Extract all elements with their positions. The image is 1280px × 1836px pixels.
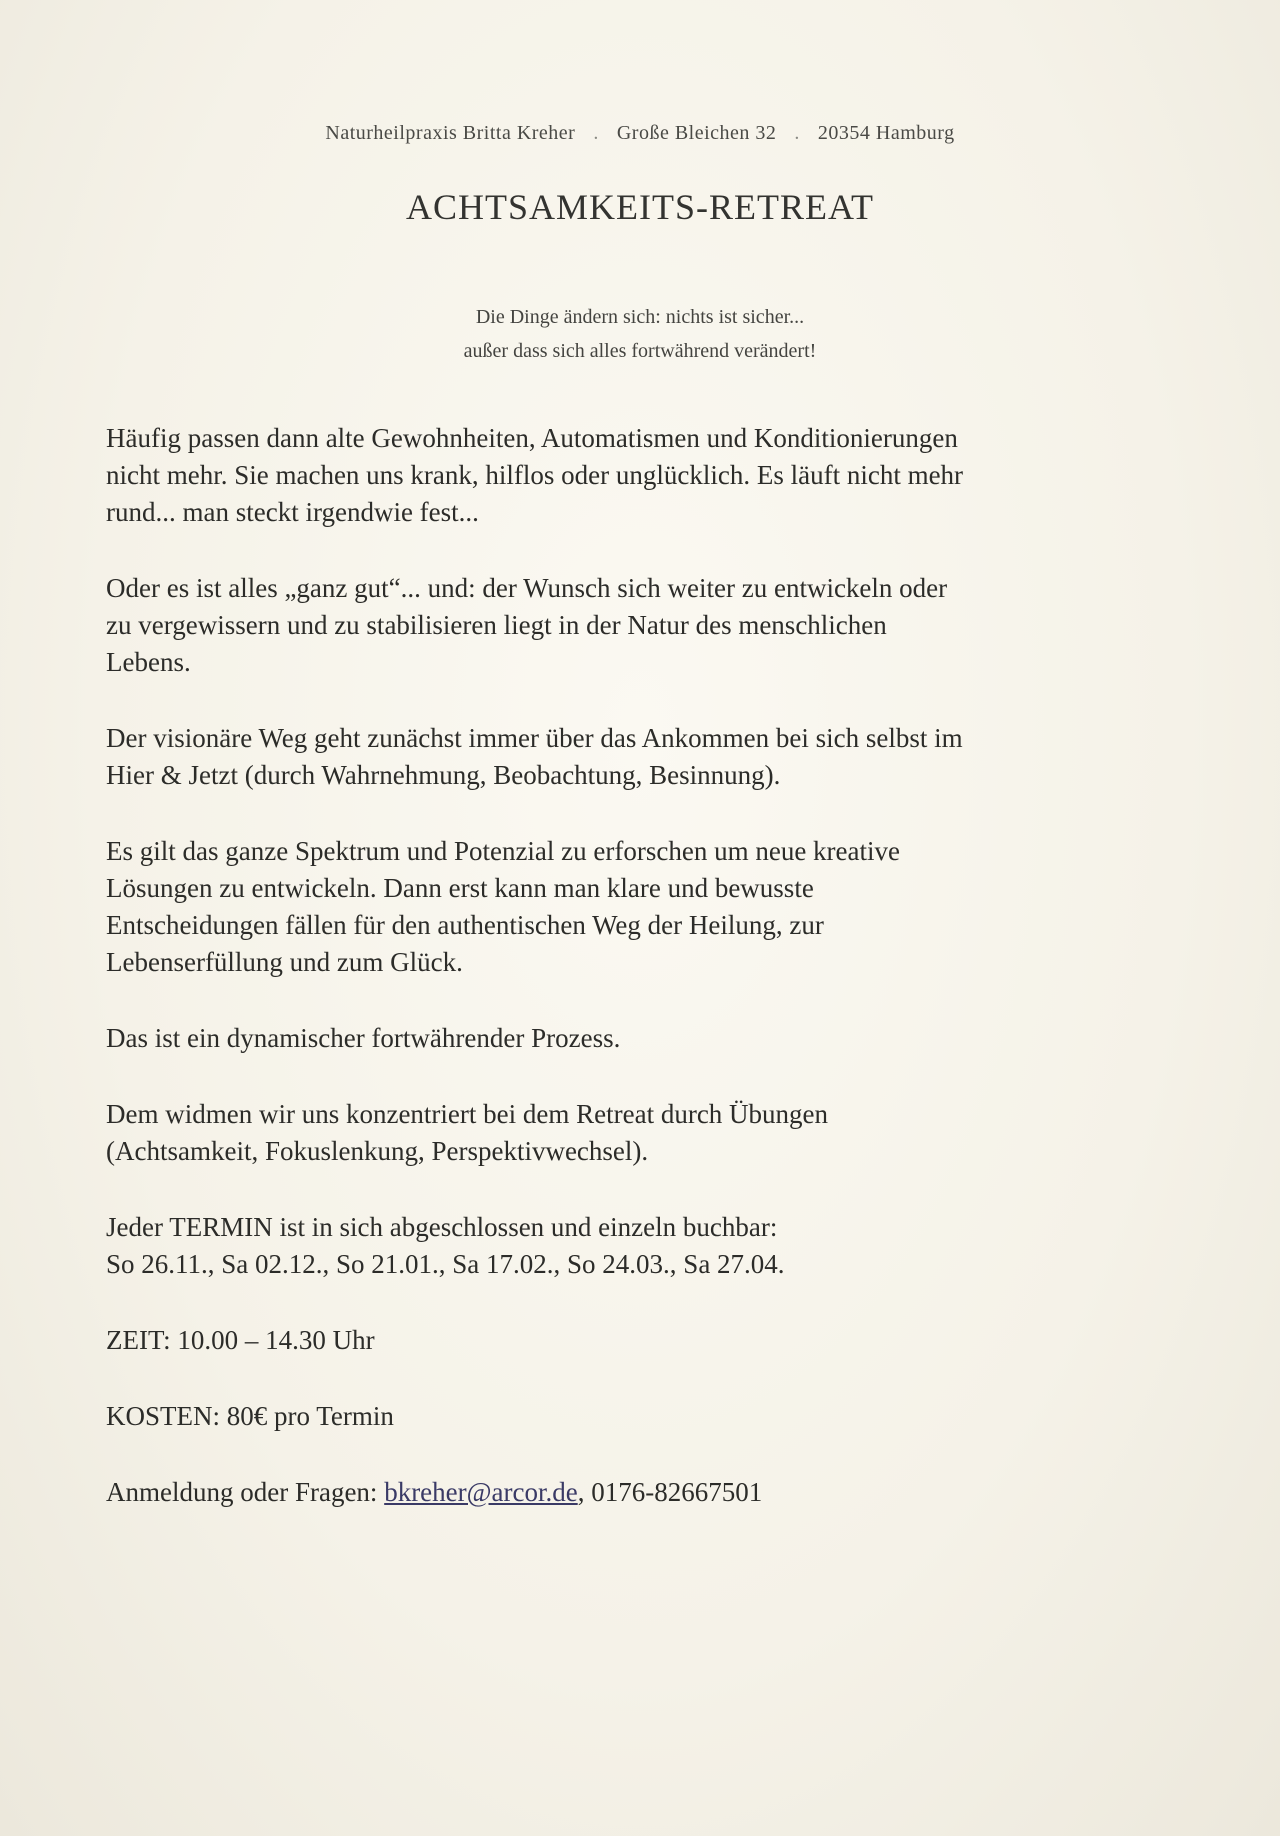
- text-line: (Achtsamkeit, Fokuslenkung, Perspektivwechsel).: [106, 1136, 649, 1166]
- contact-phone: , 0176-82667501: [577, 1477, 763, 1507]
- practice-city: 20354 Hamburg: [817, 122, 955, 144]
- text-line: rund... man steckt irgendwie fest...: [106, 497, 479, 527]
- text-line: zu vergewissern und zu stabilisieren liegt in der Natur des menschlichen: [106, 610, 887, 640]
- quote-line: Die Dinge ändern sich: nichts ist sicher...: [475, 306, 805, 328]
- time-info: [106, 1322, 1196, 1359]
- text-line: nicht mehr. Sie machen uns krank, hilflos oder unglücklich. Es läuft nicht mehr: [106, 460, 964, 490]
- text-line: Lebenserfüllung und zum Glück.: [106, 947, 463, 977]
- text-line: Es gilt das ganze Spektrum und Potenzial zu erforschen um neue kreative: [106, 836, 900, 866]
- quote-line: außer dass sich alles fortwährend verändert!: [463, 340, 817, 362]
- paragraph-path: [106, 720, 1196, 794]
- time-line: ZEIT: 10.00 – 14.30 Uhr: [106, 1325, 375, 1355]
- text-line: Häufig passen dann alte Gewohnheiten, Automatismen und Konditionierungen: [106, 423, 958, 453]
- letterhead-separator: .: [593, 122, 599, 144]
- paragraph-intro: [106, 420, 1196, 531]
- letterhead-separator: .: [794, 122, 800, 144]
- text-line: Hier & Jetzt (durch Wahrnehmung, Beobachtung, Besinnung).: [106, 760, 781, 790]
- text-line: Oder es ist alles „ganz gut“... und: der Wunsch sich weiter zu entwickeln oder: [106, 573, 948, 603]
- paragraph-wish: [106, 570, 1196, 681]
- text-line: Das ist ein dynamischer fortwährender Prozess.: [106, 1023, 621, 1053]
- paragraph-dates: [106, 1209, 1196, 1283]
- letterhead: [0, 122, 1280, 145]
- paragraph-spectrum: [106, 833, 1196, 981]
- text-line: Lebens.: [106, 647, 191, 677]
- email-link[interactable]: bkreher@arcor.de: [384, 1477, 578, 1507]
- dates-line: So 26.11., Sa 02.12., So 21.01., Sa 17.02., So 24.03., Sa 27.04.: [106, 1249, 785, 1279]
- practice-name: Naturheilpraxis Britta Kreher: [325, 122, 576, 144]
- document-title: ACHTSAMKEITS-RETREAT: [406, 187, 874, 227]
- quote-block: [0, 300, 1280, 368]
- text-line: Entscheidungen fällen für den authentischen Weg der Heilung, zur: [106, 910, 824, 940]
- cost-info: [106, 1398, 1196, 1435]
- paragraph-exercises: [106, 1096, 1196, 1170]
- cost-line: KOSTEN: 80€ pro Termin: [106, 1401, 394, 1431]
- contact-line: [106, 1474, 1196, 1511]
- paragraph-process: [106, 1020, 1196, 1057]
- text-line: Lösungen zu entwickeln. Dann erst kann man klare und bewusste: [106, 873, 814, 903]
- text-line: Dem widmen wir uns konzentriert bei dem Retreat durch Übungen: [106, 1099, 829, 1129]
- practice-street: Große Bleichen 32: [616, 122, 777, 144]
- text-line: Jeder TERMIN ist in sich abgeschlossen und einzeln buchbar:: [106, 1212, 778, 1242]
- contact-info: [106, 1474, 1196, 1511]
- contact-label: Anmeldung oder Fragen:: [106, 1477, 385, 1507]
- text-line: Der visionäre Weg geht zunächst immer über das Ankommen bei sich selbst im: [106, 723, 963, 753]
- document-body: [106, 420, 1196, 1550]
